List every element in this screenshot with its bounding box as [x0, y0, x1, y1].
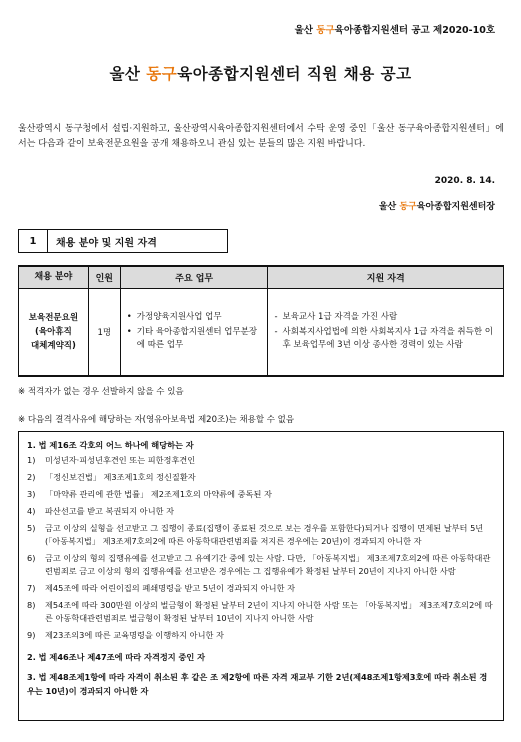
issuer-signature-accent: 동구: [399, 202, 417, 212]
header-count: 인원: [88, 266, 120, 288]
list-item: 7) 제45조에 따라 어린이집의 폐쇄명령을 받고 5년이 경과되지 아니한 자: [27, 583, 295, 593]
list-item: 8) 제54조에 따라 300만원 이상의 벌금형이 확정된 날부터 2년이 지나지 아니한 사람 또는 「아동복지법」 제3조제7호의2에 따른 아동학대관련범죄로 벌금형이 확정된 날부터 10년이 지나지 아니한 사람: [27, 600, 493, 623]
cell-field: 보육전문요원 (육아휴직 대체계약직): [19, 288, 89, 376]
header-duties: 주요 업무: [120, 266, 268, 288]
list-item: 6) 금고 이상의 형의 집행유예를 선고받고 그 유예기간 중에 있는 사람. 다만, 「아동복지법」 제3조제7호의2에 따른 아동학대관련범죄로 금고 이상의 형의 집행유예를 선고받은 경우에는 그 집행유예가 확정된 날부터 20년이 지나지 아니한 사람: [27, 553, 491, 576]
announcement-number-accent: 동구: [316, 25, 335, 36]
table-row: [19, 288, 504, 376]
list-item: 2) 「정신보건법」 제3조제1호의 정신질환자: [27, 472, 196, 482]
duty-item: • 가정양육지원사업 업무: [126, 312, 222, 323]
duty-item: • 기타 육아종합지원센터 업무분장에 따른 업무: [126, 327, 258, 351]
header-qualifications: 지원 자격: [268, 266, 504, 288]
list-item: 4) 파산선고를 받고 복권되지 아니한 자: [27, 506, 175, 516]
section-number: 1: [18, 229, 48, 253]
intro-paragraph: 울산광역시 동구청에서 설립·지원하고, 울산광역시육아종합지원센터에서 수탁 운영 중인「울산 동구육아종합지원센터」에서는 다음과 같이 보육전문요원을 공개 채용하오니 관심 있는 분들의 많은 지원 바랍니다.: [18, 124, 504, 149]
section-title: 채용 분야 및 지원 자격: [48, 229, 228, 253]
cell-qualifications: [268, 288, 504, 376]
list-item: 5) 금고 이상의 실형을 선고받고 그 집행이 종료(집행이 종료된 것으로 보는 경우를 포함한다)되거나 집행이 면제된 날부터 5년(「아동복지법」 제3조제7호의2에 따른 아동학대관련범죄를 저지른 경우에는 20년)이 경과되지 아니한 자: [27, 523, 484, 546]
section-1-heading: [18, 229, 228, 253]
disqualification-heading-1: 1. 법 제16조 각호의 어느 하나에 해당하는 자: [27, 440, 194, 450]
issuer-signature: 울산 동구육아종합지원센터장: [378, 202, 495, 212]
qualification-item: - 사회복지사업법에 의한 사회복지사 1급 자격을 취득한 이후 보육업무에 3년 이상 종사한 경력이 있는 사람: [274, 327, 493, 351]
list-item: 3) 「마약류 관리에 관한 법률」 제2조제1호의 마약류에 중독된 자: [27, 489, 272, 499]
recruitment-table: [18, 265, 504, 377]
qualification-item: - 보육교사 1급 자격을 가진 사람: [274, 312, 398, 323]
list-item: 1) 미성년자·피성년후견인 또는 피한정후견인: [27, 455, 196, 465]
table-header-row: [19, 266, 504, 288]
page-title-accent: 동구: [146, 65, 178, 83]
cell-duties: [120, 288, 268, 376]
disqualification-box: [18, 431, 504, 721]
disqualification-heading-3: 3. 법 제48조제1항에 따라 자격이 취소된 후 같은 조 제2항에 따른 자격 재교부 기한 2년(제48조제1항제3호에 따라 취소된 경우는 10년)이 경과되지 아니한 자: [27, 672, 488, 696]
announcement-number: 울산 동구육아종합지원센터 공고 제2020-10호: [294, 25, 495, 36]
announcement-date: 2020. 8. 14.: [434, 176, 495, 186]
note-disqualification: ※ 다음의 결격사유에 해당하는 자(영유아보육법 제20조)는 채용할 수 없음: [18, 415, 295, 425]
header-field: 채용 분야: [19, 266, 89, 288]
cell-count: 1명: [88, 288, 120, 376]
list-item: 9) 제23조의3에 따른 교육명령을 이행하지 아니한 자: [27, 630, 224, 640]
note-no-qualified: ※ 적격자가 없는 경우 선발하지 않을 수 있음: [18, 387, 184, 397]
page-title: 울산 동구육아종합지원센터 직원 채용 공고: [109, 65, 412, 83]
disqualification-heading-2: 2. 법 제46조나 제47조에 따라 자격정지 중인 자: [27, 652, 206, 662]
